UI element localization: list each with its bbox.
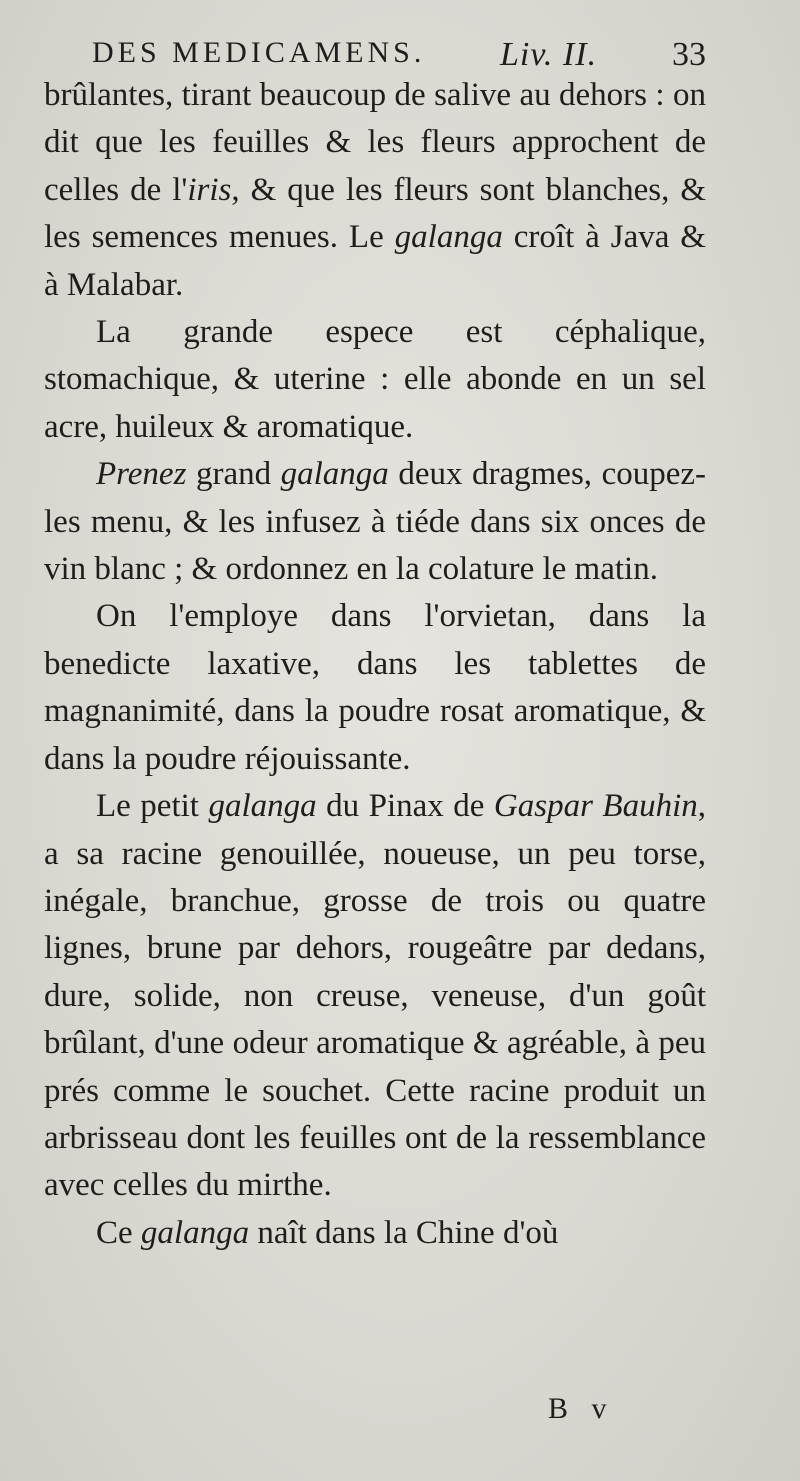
- paragraph: [44, 1210, 706, 1257]
- text-run: croît à Java & à Malabar.: [44, 219, 706, 303]
- text-run: La grande espece est céphalique, stomachique, & uterine : elle abonde en un sel acre, huileux & aromatique.: [44, 314, 706, 445]
- text-run: On l'employe dans l'orvietan, dans la benedicte laxative, dans les tablettes de magnanimité, dans la poudre rosat aromatique, & dans la poudre réjouissante.: [44, 598, 706, 777]
- running-head: DES MEDICAMENS.: [92, 36, 426, 69]
- text-run: Ce: [96, 1214, 141, 1251]
- paragraph: [44, 72, 706, 309]
- paragraph: [44, 783, 706, 1210]
- italic-text: iris: [187, 171, 232, 208]
- italic-text: Prenez: [96, 456, 187, 493]
- signature-mark: B v: [548, 1392, 615, 1425]
- paragraph: [44, 309, 706, 451]
- text-run: naît dans la Chine d'où: [249, 1214, 559, 1251]
- text-run: du Pinax de: [316, 788, 494, 825]
- text-run: , a sa racine genouillée, noueuse, un peu torse, inégale, branchue, grosse de trois ou quatre lignes, brune par dehors, rougeâtre par dedans, dure, solide, non creuse, veneuse, d'un goût brûlant, d'une odeur aromatique & agréable, à peu prés comme le souchet. Cette racine produit un arbrisseau dont les feuilles ont de la ressemblance avec celles du mirthe.: [44, 788, 706, 1204]
- paragraph: [44, 593, 706, 783]
- italic-text: galanga: [140, 1214, 250, 1251]
- italic-text: Gaspar Bauhin: [493, 788, 698, 825]
- text-run: brûlantes, tirant beaucoup de salive au dehors : on dit que les feuilles & les fleurs approchent de celles de l': [44, 77, 706, 208]
- text-run: , & que les fleurs sont blanches, & les semences menues. Le: [44, 171, 706, 256]
- body-text: [44, 72, 706, 1257]
- page-number: 33: [672, 36, 706, 73]
- paragraph: [44, 451, 706, 593]
- text-run: deux dragmes, coupez-les menu, & les infusez à tiéde dans six onces de vin blanc ; & ordonnez en la colature le matin.: [44, 456, 707, 588]
- italic-text: galanga: [394, 219, 503, 256]
- text-run: Le petit: [96, 788, 209, 825]
- text-run: grand: [186, 456, 281, 493]
- italic-text: galanga: [208, 788, 317, 825]
- book-reference: Liv. II.: [500, 36, 598, 73]
- italic-text: galanga: [280, 456, 389, 493]
